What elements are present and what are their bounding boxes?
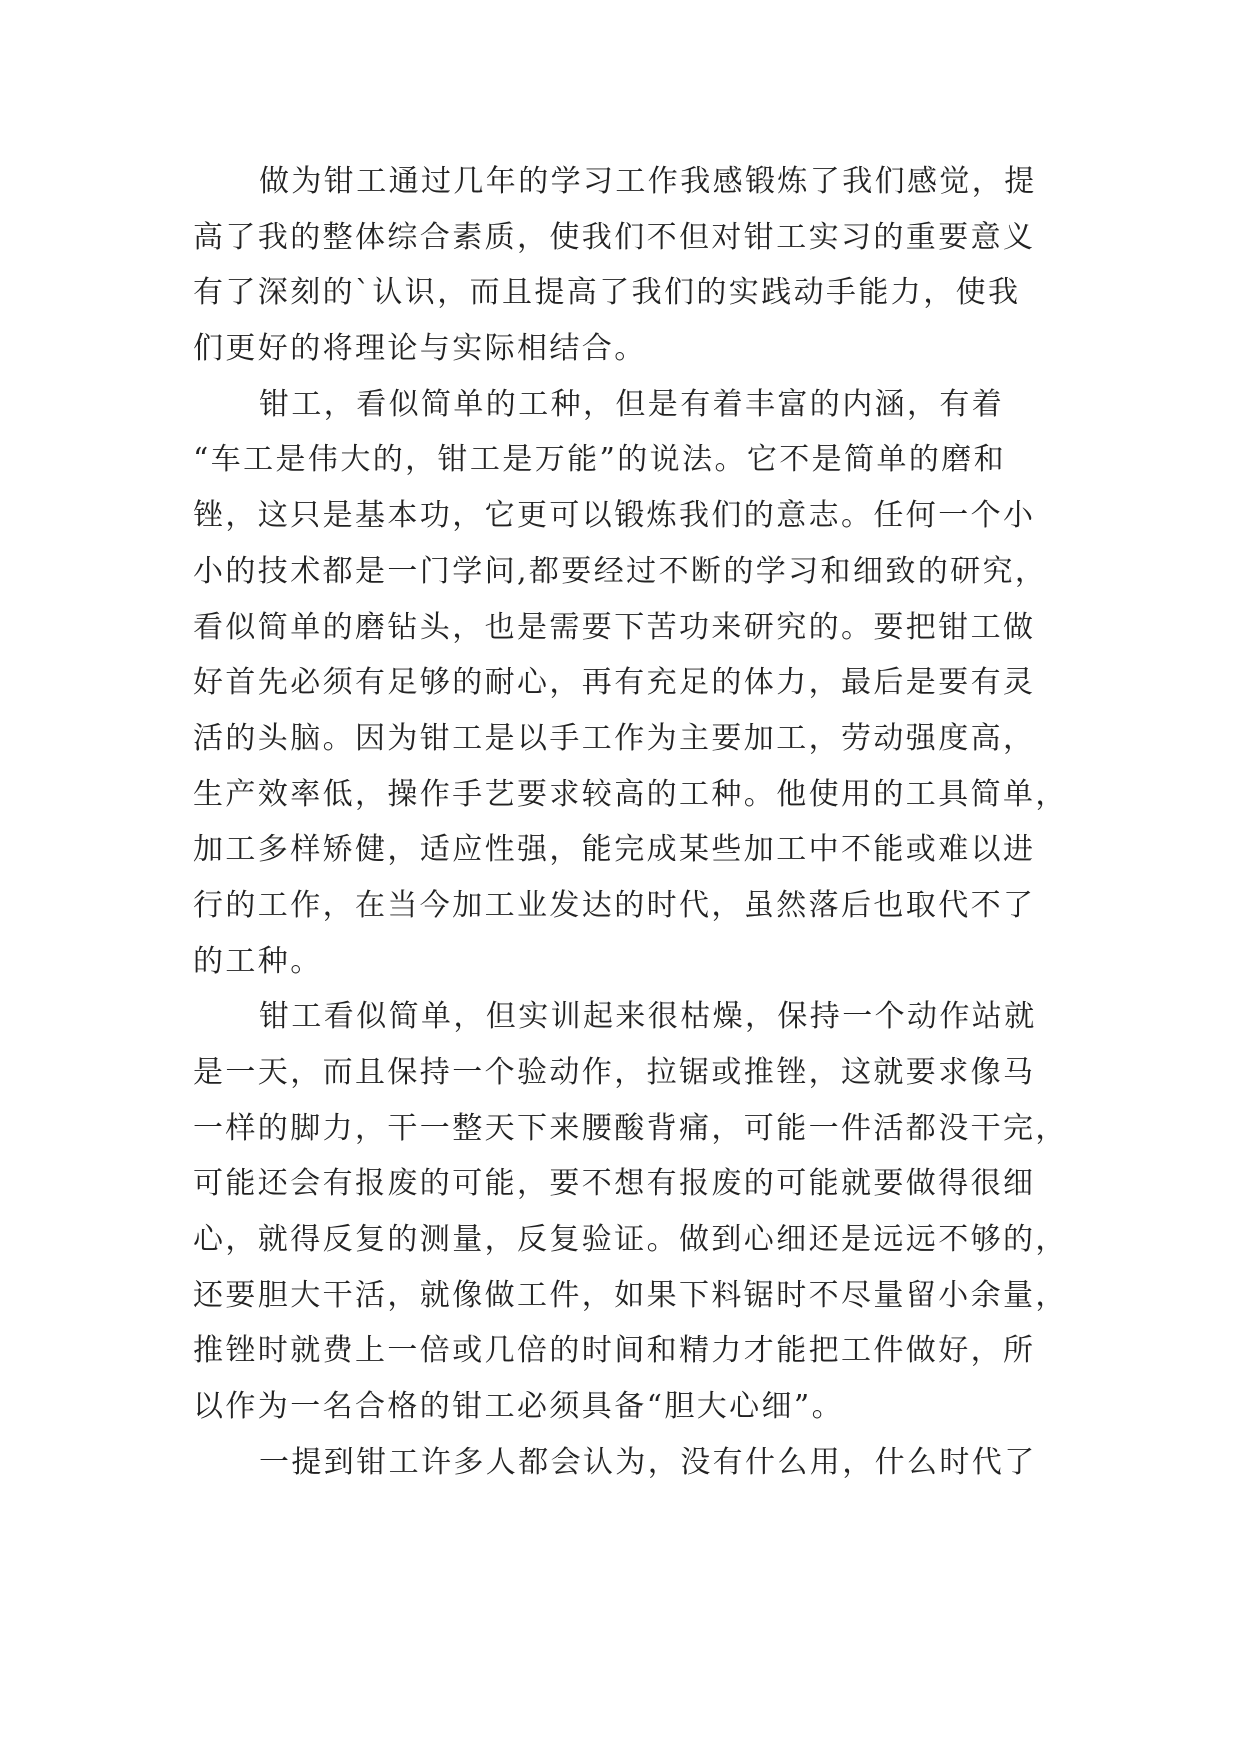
text-line: 钳工，看似简单的工种，但是有着丰富的内涵，有着 [259,386,1005,422]
document-body [193,154,1068,1491]
text-line: 一提到钳工许多人都会认为，没有什么用，什么时代了 [259,1444,1037,1480]
paragraph-4 [193,1435,1055,1491]
text-line: 活的头脑。因为钳工是以手工作为主要加工，劳动强度高， [193,720,1036,756]
text-line: 加工多样矫健，适应性强，能完成某些加工中不能或难以进 [193,832,1036,868]
text-line: 生产效率低，操作手艺要求较高的工种。他使用的工具简单， [193,776,1068,812]
text-line: 有了深刻的`认识，而且提高了我们的实践动手能力，使我 [193,275,1021,311]
paragraph-1 [193,154,1055,377]
text-line: 一样的脚力，干一整天下来腰酸背痛，可能一件活都没干完， [193,1110,1068,1146]
text-line: 好首先必须有足够的耐心，再有充足的体力，最后是要有灵 [193,665,1036,701]
text-line: 是一天，而且保持一个验动作，拉锯或推锉，这就要求像马 [193,1055,1036,1090]
text-line: “车工是伟大的，钳工是万能”的说法。它不是简单的磨和 [193,442,1007,478]
paragraph-3 [193,989,1068,1435]
text-line: 行的工作，在当今加工业发达的时代，虽然落后也取代不了 [193,887,1036,923]
text-line: 锉，这只是基本功，它更可以锻炼我们的意志。任何一个小 [193,498,1036,534]
text-line: 以作为一名合格的钳工必须具备“胆大心细”。 [193,1389,845,1425]
text-line: 们更好的将理论与实际相结合。 [193,331,647,367]
text-line: 钳工看似简单，但实训起来很枯燥，保持一个动作站就 [259,999,1037,1035]
text-line: 还要胆大干活，就像做工件，如果下料锯时不尽量留小余量， [193,1277,1068,1313]
text-line: 的工种。 [193,943,323,979]
paragraph-2 [193,377,1068,990]
text-line: 看似简单的磨钻头，也是需要下苦功来研究的。要把钳工做 [193,609,1036,645]
text-line: 可能还会有报废的可能，要不想有报废的可能就要做得很细 [193,1166,1036,1202]
text-line: 推锉时就费上一倍或几倍的时间和精力才能把工件做好，所 [193,1333,1036,1369]
text-line: 心，就得反复的测量，反复验证。做到心细还是远远不够的， [193,1222,1068,1258]
text-line: 高了我的整体综合素质，使我们不但对钳工实习的重要意义 [193,219,1036,255]
text-line: 小的技术都是一门学问,都要经过不断的学习和细致的研究， [193,553,1048,589]
text-line: 做为钳工通过几年的学习工作我感锻炼了我们感觉，提 [259,164,1037,199]
